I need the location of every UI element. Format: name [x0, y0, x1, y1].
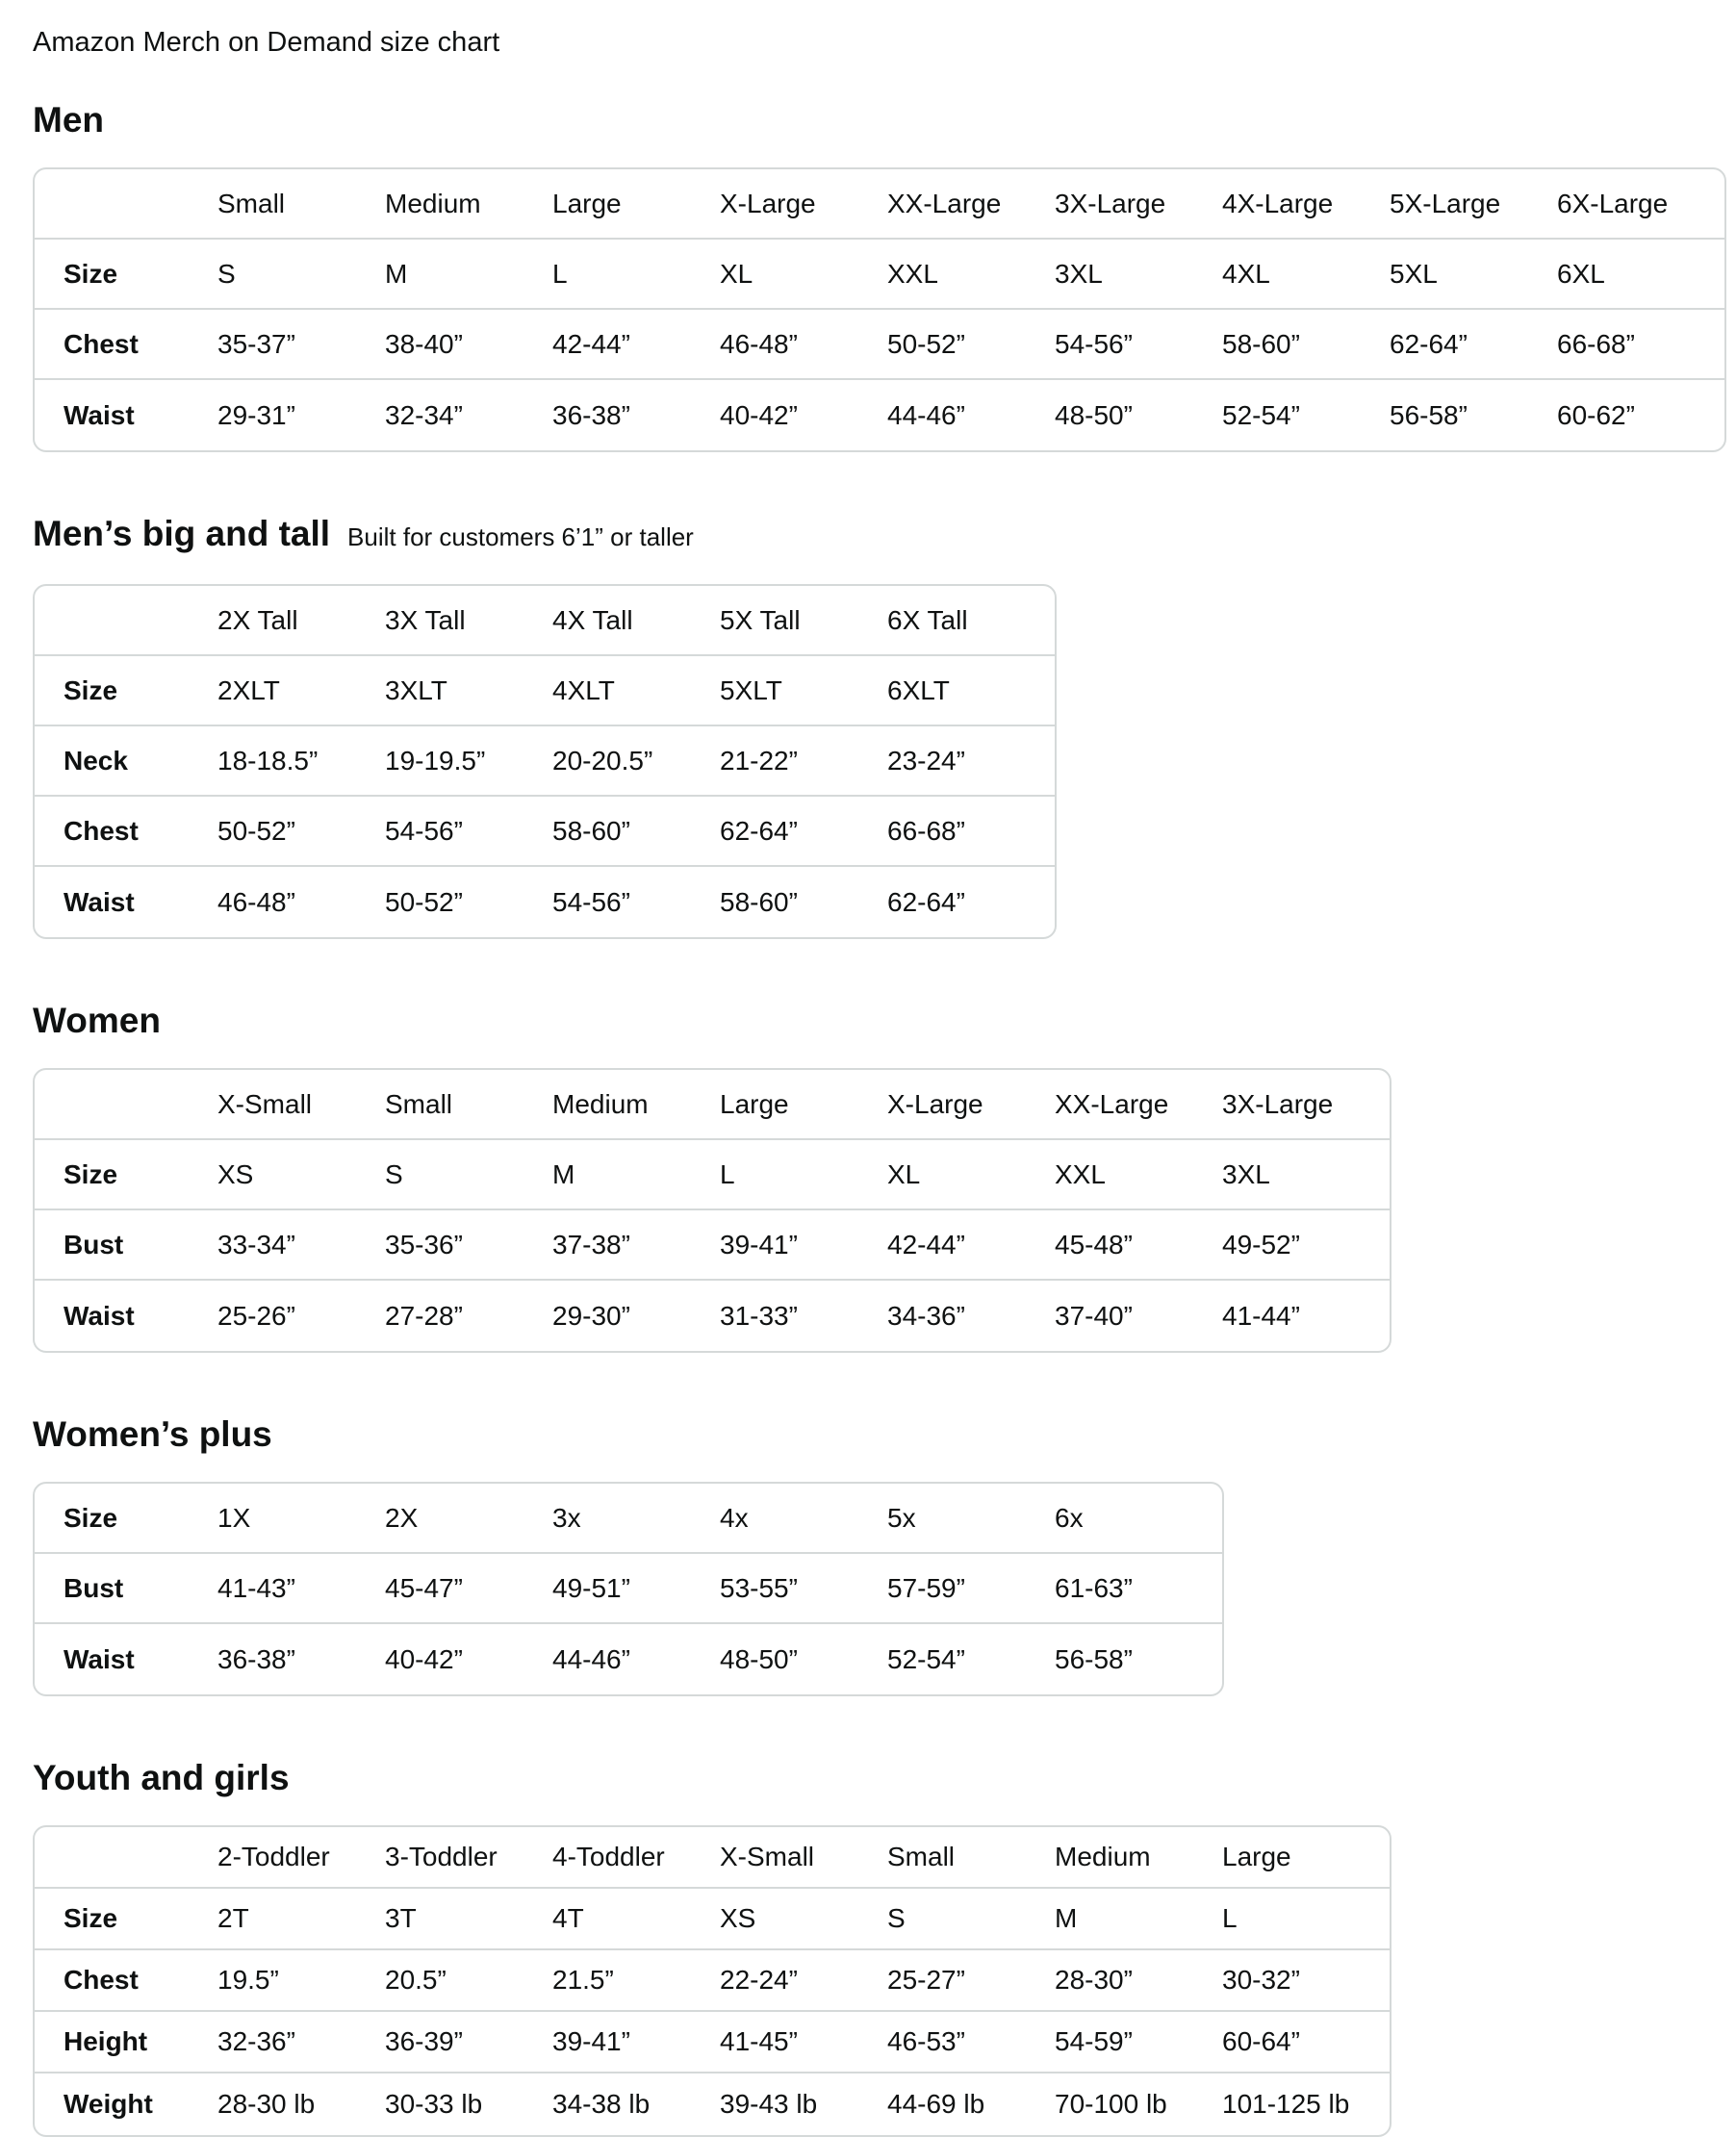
value-cell: 39-41” — [552, 2012, 720, 2073]
value-cell: 35-37” — [217, 310, 385, 380]
value-cell: 37-38” — [552, 1210, 720, 1281]
value-cell: 3XL — [1055, 240, 1222, 310]
row-label-size: Size — [35, 1889, 217, 1950]
value-cell: 19-19.5” — [385, 726, 552, 797]
value-cell: 19.5” — [217, 1950, 385, 2012]
section-heading-text: Men — [33, 100, 104, 140]
value-cell: 39-43 lb — [720, 2089, 818, 2119]
value-cell: 36-39” — [385, 2012, 552, 2073]
value-cell: 46-48” — [217, 886, 295, 917]
value-cell: 44-69 lb — [887, 2089, 985, 2119]
value-cell: 5x — [887, 1484, 1055, 1554]
table-row — [35, 1210, 1390, 1281]
column-header-cell: X-Large — [720, 169, 887, 240]
row-label-weight: Weight — [64, 2089, 153, 2119]
value-cell: 50-52” — [217, 797, 385, 867]
value-cell: 29-31” — [217, 399, 295, 430]
row-label-chest: Chest — [35, 797, 217, 867]
value-cell: S — [887, 1889, 1055, 1950]
value-cell: 4XL — [1222, 240, 1390, 310]
column-header-cell: Medium — [385, 169, 552, 240]
table-row — [35, 310, 1724, 380]
section-women — [33, 999, 1703, 1353]
value-cell: 30-32” — [1222, 1950, 1390, 2012]
section-heading-text: Women — [33, 1001, 161, 1040]
value-cell: 6XLT — [887, 656, 1055, 726]
table-row — [35, 1950, 1390, 2012]
section-men — [33, 98, 1703, 452]
value-cell: 29-30” — [552, 1300, 630, 1331]
value-cell: 101-125 lb — [1222, 2089, 1350, 2119]
value-cell: XXL — [887, 240, 1055, 310]
womens-plus-size-table — [33, 1482, 1224, 1696]
section-womens-plus — [33, 1412, 1703, 1696]
column-header-cell: XX-Large — [1055, 1070, 1222, 1140]
value-cell: 54-56” — [552, 886, 630, 917]
value-cell: 54-59” — [1055, 2012, 1222, 2073]
value-cell: 50-52” — [385, 886, 463, 917]
corner-cell — [35, 1827, 217, 1889]
value-cell: 3T — [385, 1889, 552, 1950]
value-cell: 56-58” — [1390, 399, 1468, 430]
row-label-size: Size — [35, 656, 217, 726]
value-cell: 42-44” — [552, 310, 720, 380]
table-row — [35, 1484, 1222, 1554]
value-cell: 36-38” — [217, 1643, 295, 1674]
value-cell: 56-58” — [1055, 1643, 1133, 1674]
table-row — [35, 1889, 1390, 1950]
value-cell: 46-53” — [887, 2012, 1055, 2073]
table-row — [35, 1554, 1222, 1624]
row-label-chest: Chest — [35, 1950, 217, 2012]
value-cell: 70-100 lb — [1055, 2089, 1167, 2119]
value-cell: 21.5” — [552, 1950, 720, 2012]
section-heading-womens-plus — [33, 1412, 1703, 1457]
value-cell: 32-34” — [385, 399, 463, 430]
table-row — [35, 2012, 1390, 2073]
column-header-cell: 6X-Large — [1557, 169, 1724, 240]
column-header-cell: 4X-Large — [1222, 169, 1390, 240]
value-cell: S — [217, 240, 385, 310]
corner-cell — [35, 586, 217, 656]
value-cell: 4XLT — [552, 656, 720, 726]
size-chart-page — [33, 25, 1703, 2137]
value-cell: XL — [720, 240, 887, 310]
value-cell: 33-34” — [217, 1210, 385, 1281]
value-cell: L — [552, 240, 720, 310]
value-cell: 66-68” — [887, 797, 1055, 867]
value-cell: 48-50” — [1055, 399, 1133, 430]
value-cell: 41-45” — [720, 2012, 887, 2073]
value-cell: 60-64” — [1222, 2012, 1390, 2073]
column-header-row — [35, 1070, 1390, 1140]
column-header-cell: 2X Tall — [217, 586, 385, 656]
table-row — [35, 2073, 1390, 2135]
value-cell: 50-52” — [887, 310, 1055, 380]
value-cell: 40-42” — [385, 1643, 463, 1674]
column-header-cell: 3X-Large — [1055, 169, 1222, 240]
value-cell: 23-24” — [887, 726, 1055, 797]
value-cell: L — [1222, 1889, 1390, 1950]
value-cell: 28-30 lb — [217, 2089, 316, 2119]
section-mens-big-and-tall — [33, 512, 1703, 939]
table-row — [35, 656, 1055, 726]
value-cell: 18-18.5” — [217, 726, 385, 797]
table-row — [35, 240, 1724, 310]
column-header-cell: 4-Toddler — [552, 1827, 720, 1889]
value-cell: 25-26” — [217, 1300, 295, 1331]
value-cell: 22-24” — [720, 1950, 887, 2012]
value-cell: 3XLT — [385, 656, 552, 726]
row-label-waist: Waist — [64, 1300, 135, 1331]
value-cell: 36-38” — [552, 399, 630, 430]
column-header-cell: X-Large — [887, 1070, 1055, 1140]
youth-and-girls-size-table — [33, 1825, 1391, 2137]
column-header-cell: 2-Toddler — [217, 1827, 385, 1889]
row-label-size: Size — [35, 240, 217, 310]
row-label-waist: Waist — [64, 399, 135, 430]
value-cell: 5XLT — [720, 656, 887, 726]
value-cell: 42-44” — [887, 1210, 1055, 1281]
table-row — [35, 1281, 1390, 1351]
column-header-cell: Small — [217, 169, 385, 240]
value-cell: M — [1055, 1889, 1222, 1950]
value-cell: 48-50” — [720, 1643, 798, 1674]
column-header-cell: 3X-Large — [1222, 1070, 1390, 1140]
value-cell: 37-40” — [1055, 1300, 1133, 1331]
value-cell: 62-64” — [887, 886, 965, 917]
mens-big-and-tall-size-table — [33, 584, 1057, 939]
corner-cell — [35, 169, 217, 240]
column-header-cell: 5X-Large — [1390, 169, 1557, 240]
column-header-cell: XX-Large — [887, 169, 1055, 240]
column-header-cell: 4X Tall — [552, 586, 720, 656]
value-cell: 31-33” — [720, 1300, 798, 1331]
value-cell: 30-33 lb — [385, 2089, 483, 2119]
value-cell: 35-36” — [385, 1210, 552, 1281]
section-subtitle: Built for customers 6’1” or taller — [347, 522, 694, 551]
value-cell: 49-51” — [552, 1554, 720, 1624]
value-cell: 52-54” — [887, 1643, 965, 1674]
row-label-size: Size — [35, 1140, 217, 1210]
value-cell: 61-63” — [1055, 1554, 1222, 1624]
value-cell: 28-30” — [1055, 1950, 1222, 2012]
table-row — [35, 1624, 1222, 1694]
value-cell: 62-64” — [720, 797, 887, 867]
row-label-height: Height — [35, 2012, 217, 2073]
value-cell: 53-55” — [720, 1554, 887, 1624]
table-row — [35, 797, 1055, 867]
value-cell: 39-41” — [720, 1210, 887, 1281]
section-heading-women — [33, 999, 1703, 1043]
value-cell: 58-60” — [552, 797, 720, 867]
value-cell: 40-42” — [720, 399, 798, 430]
page-title: Amazon Merch on Demand size chart — [33, 27, 500, 58]
section-youth-and-girls — [33, 1756, 1703, 2137]
value-cell: M — [552, 1140, 720, 1210]
column-header-row — [35, 169, 1724, 240]
table-row — [35, 380, 1724, 450]
value-cell: 34-36” — [887, 1300, 965, 1331]
value-cell: 66-68” — [1557, 310, 1724, 380]
section-heading-mens-big-and-tall — [33, 512, 1703, 559]
value-cell: 34-38 lb — [552, 2089, 651, 2119]
column-header-cell: Medium — [1055, 1827, 1222, 1889]
column-header-row — [35, 586, 1055, 656]
row-label-chest: Chest — [35, 310, 217, 380]
value-cell: 3x — [552, 1484, 720, 1554]
value-cell: 57-59” — [887, 1554, 1055, 1624]
column-header-cell: 3-Toddler — [385, 1827, 552, 1889]
value-cell: 27-28” — [385, 1300, 463, 1331]
value-cell: 52-54” — [1222, 399, 1300, 430]
section-heading-men — [33, 98, 1703, 142]
row-label-size: Size — [35, 1484, 217, 1554]
value-cell: 54-56” — [385, 797, 552, 867]
value-cell: 54-56” — [1055, 310, 1222, 380]
column-header-cell: 5X Tall — [720, 586, 887, 656]
value-cell: 2T — [217, 1889, 385, 1950]
table-row — [35, 867, 1055, 937]
table-row — [35, 1140, 1390, 1210]
section-heading-youth-and-girls — [33, 1756, 1703, 1800]
table-row — [35, 726, 1055, 797]
value-cell: 2X — [385, 1484, 552, 1554]
value-cell: S — [385, 1140, 552, 1210]
value-cell: 58-60” — [1222, 310, 1390, 380]
value-cell: 20.5” — [385, 1950, 552, 2012]
value-cell: XS — [720, 1889, 887, 1950]
value-cell: L — [720, 1140, 887, 1210]
value-cell: 60-62” — [1557, 399, 1635, 430]
value-cell: 58-60” — [720, 886, 798, 917]
value-cell: 41-43” — [217, 1554, 385, 1624]
value-cell: 6XL — [1557, 240, 1724, 310]
column-header-cell: X-Small — [217, 1070, 385, 1140]
section-heading-text: Men’s big and tall — [33, 514, 331, 553]
value-cell: M — [385, 240, 552, 310]
value-cell: 32-36” — [217, 2012, 385, 2073]
column-header-cell: Small — [887, 1827, 1055, 1889]
column-header-cell: Large — [720, 1070, 887, 1140]
value-cell: 4T — [552, 1889, 720, 1950]
column-header-cell: Large — [552, 169, 720, 240]
value-cell: 44-46” — [552, 1643, 630, 1674]
women-size-table — [33, 1068, 1391, 1353]
value-cell: 45-47” — [385, 1554, 552, 1624]
row-label-bust: Bust — [35, 1554, 217, 1624]
row-label-waist: Waist — [64, 1643, 135, 1674]
value-cell: 6x — [1055, 1484, 1222, 1554]
column-header-cell: Large — [1222, 1827, 1390, 1889]
value-cell: XXL — [1055, 1140, 1222, 1210]
value-cell: 46-48” — [720, 310, 887, 380]
value-cell: 45-48” — [1055, 1210, 1222, 1281]
value-cell: 4x — [720, 1484, 887, 1554]
column-header-cell: Small — [385, 1070, 552, 1140]
column-header-cell: 6X Tall — [887, 586, 1055, 656]
value-cell: 38-40” — [385, 310, 552, 380]
section-heading-text: Women’s plus — [33, 1414, 272, 1454]
men-size-table — [33, 167, 1726, 452]
section-heading-text: Youth and girls — [33, 1758, 290, 1797]
corner-cell — [35, 1070, 217, 1140]
value-cell: XL — [887, 1140, 1055, 1210]
value-cell: 20-20.5” — [552, 726, 720, 797]
value-cell: 3XL — [1222, 1140, 1390, 1210]
value-cell: 62-64” — [1390, 310, 1557, 380]
column-header-row — [35, 1827, 1390, 1889]
value-cell: 21-22” — [720, 726, 887, 797]
column-header-cell: 3X Tall — [385, 586, 552, 656]
value-cell: 49-52” — [1222, 1210, 1390, 1281]
value-cell: XS — [217, 1140, 385, 1210]
row-label-neck: Neck — [35, 726, 217, 797]
row-label-bust: Bust — [35, 1210, 217, 1281]
column-header-cell: X-Small — [720, 1827, 887, 1889]
value-cell: 44-46” — [887, 399, 965, 430]
value-cell: 2XLT — [217, 656, 385, 726]
value-cell: 5XL — [1390, 240, 1557, 310]
value-cell: 25-27” — [887, 1950, 1055, 2012]
value-cell: 1X — [217, 1484, 385, 1554]
column-header-cell: Medium — [552, 1070, 720, 1140]
row-label-waist: Waist — [64, 886, 135, 917]
value-cell: 41-44” — [1222, 1300, 1300, 1331]
